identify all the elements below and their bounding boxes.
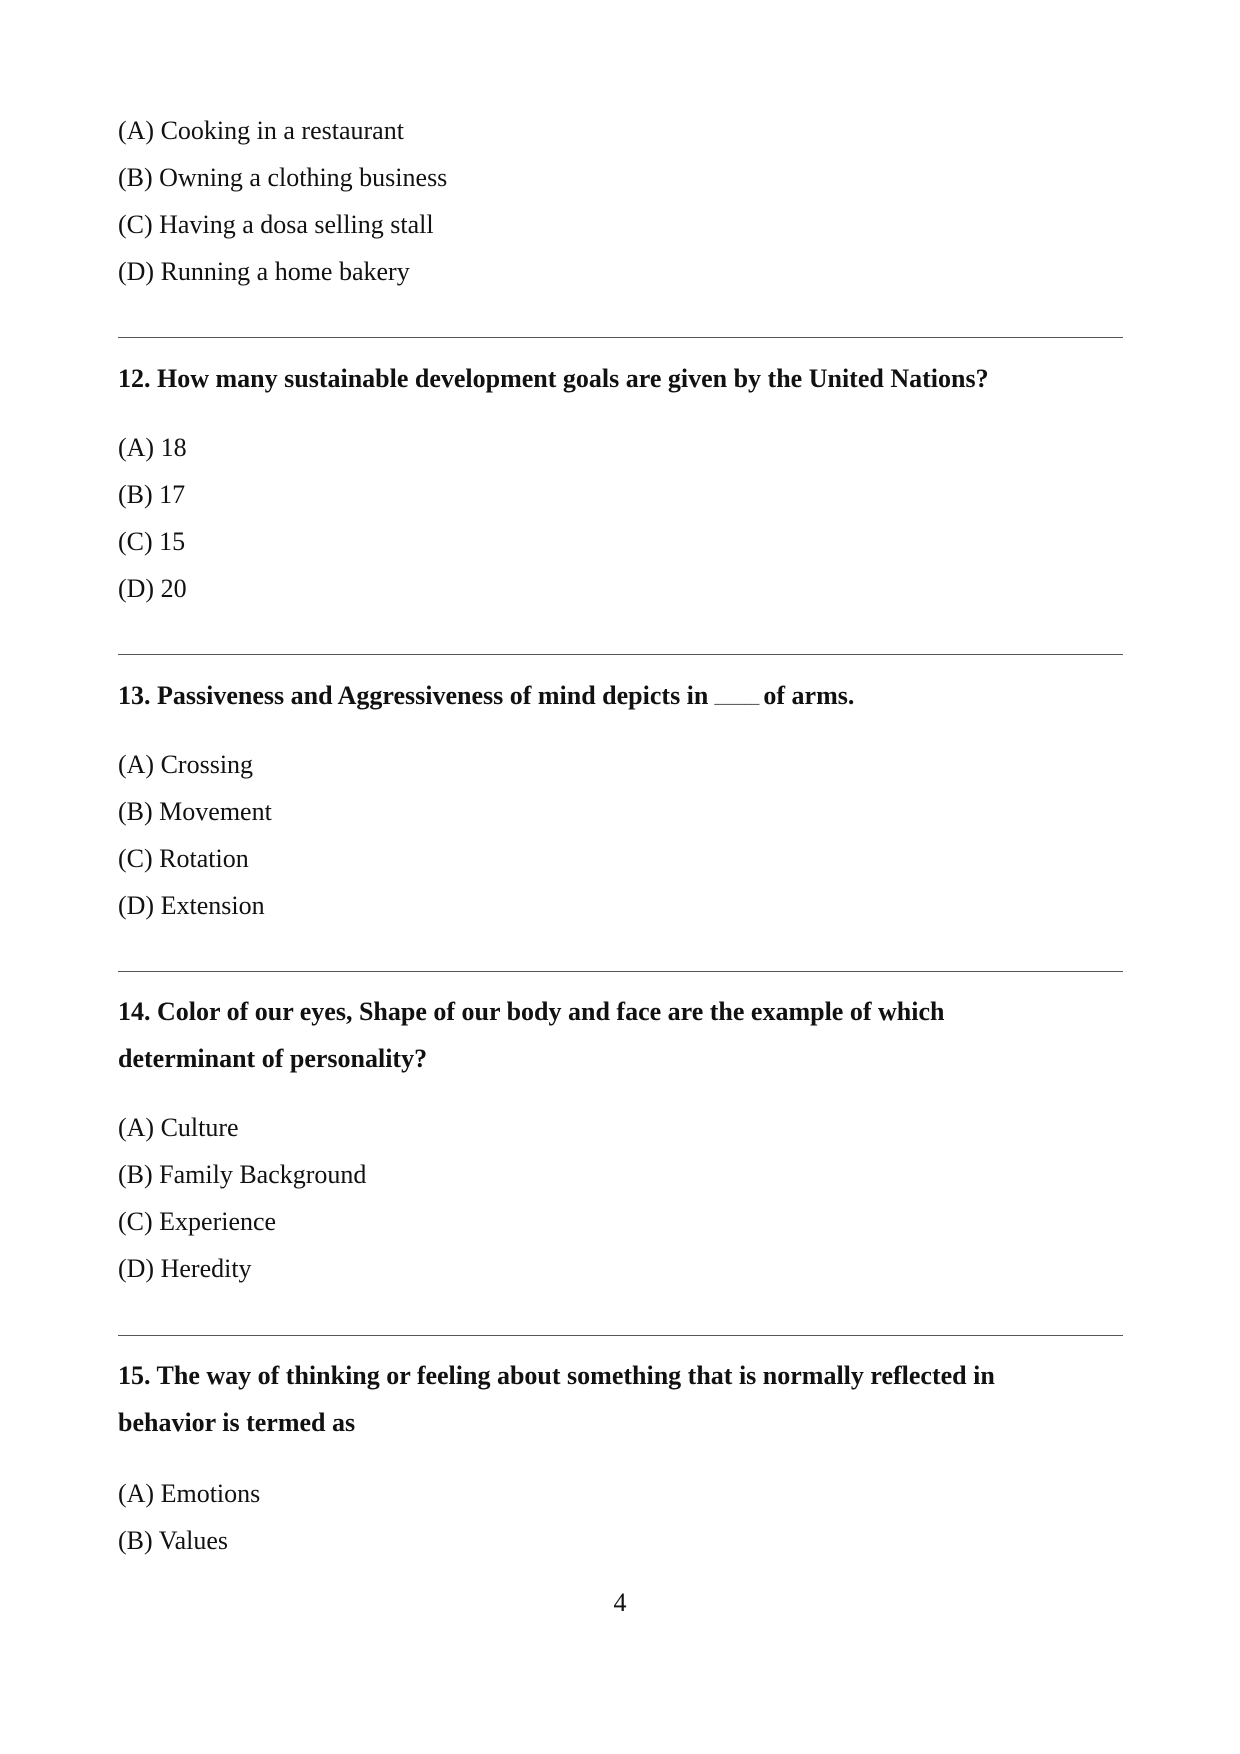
option-13-d: (D) Extension (118, 891, 265, 920)
question-13-text-after: of arms. (763, 681, 855, 710)
option-12-d: (D) 20 (118, 574, 187, 603)
option-15-b: (B) Values (118, 1526, 229, 1555)
option-13-a: (A) Crossing (118, 750, 254, 779)
question-14 (118, 988, 1122, 1082)
question-15 (118, 1352, 1122, 1446)
divider-13-14 (118, 971, 1123, 972)
question-12-options (118, 424, 1122, 612)
option-12-b: (B) 17 (118, 480, 186, 509)
question-12-text: 12. How many sustainable development goals are given by the United Nations? (118, 364, 989, 393)
option-11-c: (C) Having a dosa selling stall (118, 210, 434, 239)
option-14-c: (C) Experience (118, 1207, 277, 1236)
question-13-options (118, 741, 1122, 929)
option-13-b: (B) Movement (118, 797, 272, 826)
page-number: 4 (613, 1588, 627, 1617)
option-15-a: (A) Emotions (118, 1479, 261, 1508)
option-11-b: (B) Owning a clothing business (118, 163, 448, 192)
question-13 (118, 672, 1122, 723)
option-11-d: (D) Running a home bakery (118, 257, 410, 286)
question-11-options (118, 107, 1122, 295)
question-14-text-line1: 14. Color of our eyes, Shape of our body and face are the example of which (118, 997, 945, 1026)
question-15-text-line2: behavior is termed as (118, 1408, 356, 1437)
option-11-a: (A) Cooking in a restaurant (118, 116, 404, 145)
option-14-d: (D) Heredity (118, 1254, 252, 1283)
option-14-b: (B) Family Background (118, 1160, 367, 1189)
option-13-c: (C) Rotation (118, 844, 249, 873)
question-12 (118, 355, 1122, 402)
question-14-text-line2: determinant of personality? (118, 1044, 428, 1073)
question-15-options (118, 1470, 1122, 1564)
question-13-text (118, 672, 1122, 723)
fill-in-blank: ______ (714, 691, 760, 707)
divider-11-12 (118, 337, 1123, 338)
question-13-text-before: 13. Passiveness and Aggressiveness of mind depicts in (118, 681, 709, 710)
option-14-a: (A) Culture (118, 1113, 239, 1142)
option-12-c: (C) 15 (118, 527, 186, 556)
divider-12-13 (118, 654, 1123, 655)
divider-14-15 (118, 1335, 1123, 1336)
question-14-options (118, 1104, 1122, 1292)
option-12-a: (A) 18 (118, 433, 187, 462)
question-15-text-line1: 15. The way of thinking or feeling about something that is normally reflected in (118, 1361, 995, 1390)
